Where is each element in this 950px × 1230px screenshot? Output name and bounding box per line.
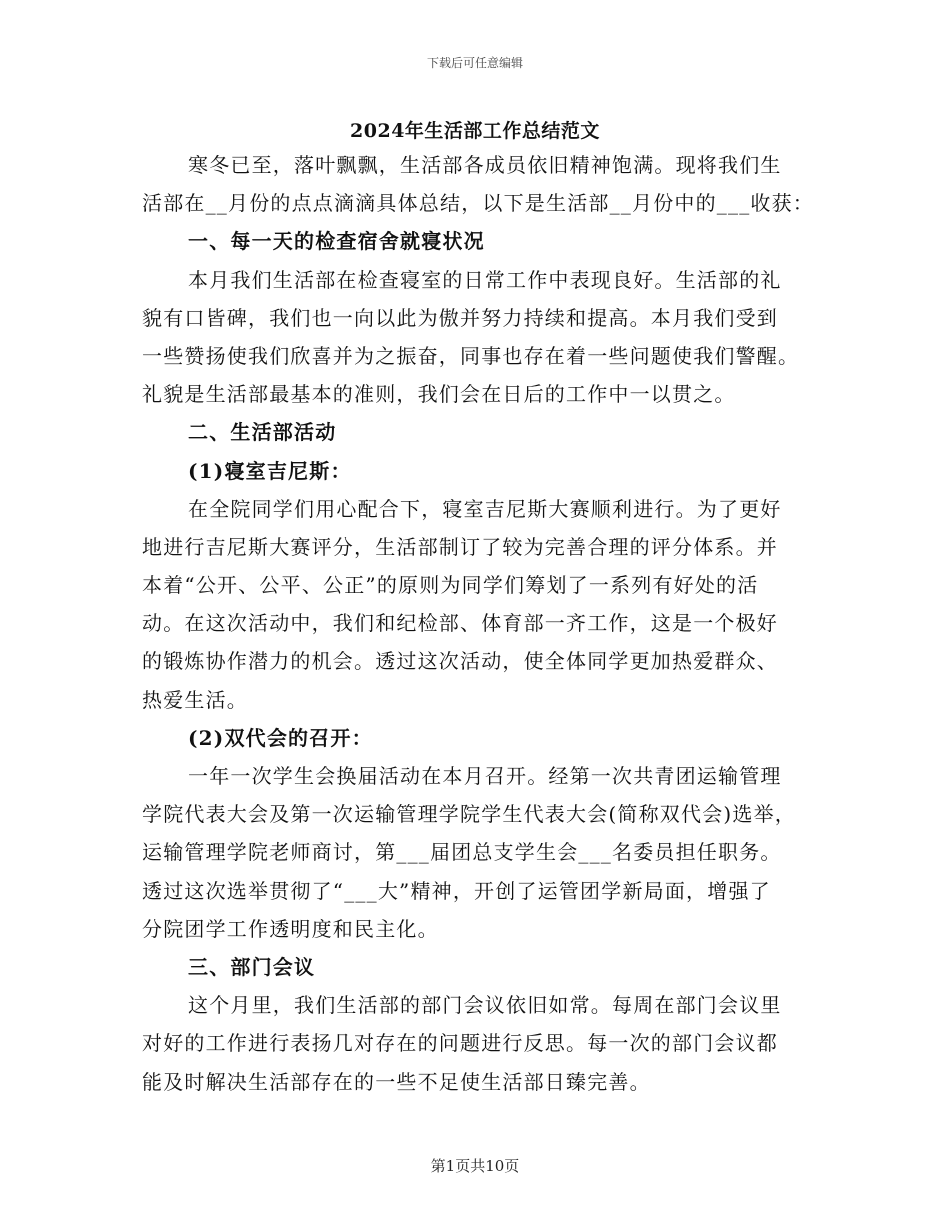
page-indicator: 第1页共10页 [430,1157,520,1175]
section-heading: (2)双代会的召开： [188,725,373,750]
paragraph-line: 热爱生活。 [142,687,248,712]
paragraph-line: 貌有口皆碑，我们也一向以此为傲并努力持续和提高。本月我们受到 [142,305,778,330]
section-heading: 三、部门会议 [188,954,316,979]
section-heading: 二、生活部活动 [188,420,337,445]
paragraph-line: 地进行吉尼斯大赛评分，生活部制订了较为完善合理的评分体系。并 [142,534,778,559]
paragraph-line: 一年一次学生会换届活动在本月召开。经第一次共青团运输管理 [188,764,782,788]
section-heading: (1)寝室吉尼斯： [188,458,352,483]
paragraph-line: 动。在这次活动中，我们和纪检部、体育部一齐工作，这是一个极好 [142,611,778,636]
paragraph-line: 的锻炼协作潜力的机会。透过这次活动，使全体同学更加热爱群众、 [142,649,778,674]
paragraph-line: 分院团学工作透明度和民主化。 [142,916,439,941]
paragraph-line: 能及时解决生活部存在的一些不足使生活部日臻完善。 [142,1069,651,1094]
paragraph-line: 礼貌是生活部最基本的准则，我们会在日后的工作中一以贯之。 [142,382,736,407]
paragraph-line: 活部在__月份的点点滴滴具体总结，以下是生活部__月份中的___收获： [142,191,814,216]
paragraph-line: 本月我们生活部在检查寝室的日常工作中表现良好。生活部的礼 [188,267,782,292]
paragraph-line: 本着“公开、公平、公正”的原则为同学们筹划了一系列有好处的活 [142,573,759,598]
section-heading: 一、每一天的检查宿舍就寝状况 [188,229,485,254]
paragraph-line: 对好的工作进行表扬几对存在的问题进行反思。每一次的部门会议都 [142,1031,778,1056]
document-body [142,146,814,1101]
paragraph-line: 这个月里，我们生活部的部门会议依旧如常。每周在部门会议里 [188,993,782,1018]
paragraph-line: 寒冬已至，落叶飘飘，生活部各成员依旧精神饱满。现将我们生 [188,153,782,177]
download-watermark: 下载后可任意编辑 [426,56,523,70]
paragraph-line: 学院代表大会及第一次运输管理学院学生代表大会(简称双代会)选举， [142,802,797,827]
document-title: 2024年生活部工作总结范文 [350,120,600,142]
paragraph-line: 透过这次选举贯彻了“___大”精神，开创了运管团学新局面，增强了 [142,878,771,903]
paragraph-line: 运输管理学院老师商讨，第___届团总支学生会___名委员担任职务。 [142,840,782,865]
paragraph-line: 在全院同学们用心配合下，寝室吉尼斯大赛顺利进行。为了更好 [188,496,782,521]
paragraph-line: 一些赞扬使我们欣喜并为之振奋，同事也存在着一些问题使我们警醒。 [142,343,800,368]
